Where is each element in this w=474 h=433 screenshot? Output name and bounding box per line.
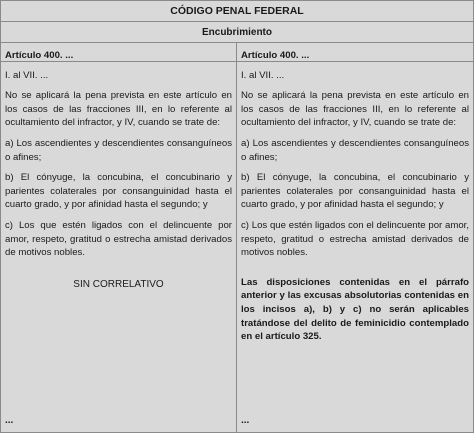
right-ellipsis: ... xyxy=(241,415,250,427)
left-article-heading: Artículo 400. ... xyxy=(5,50,74,61)
left-ellipsis: ... xyxy=(5,415,14,427)
right-heading-divider xyxy=(237,61,473,62)
document-title: CÓDIGO PENAL FEDERAL xyxy=(1,1,473,22)
left-item-b: b) El cónyuge, la concubina, el concubinario y parientes colaterales por consanguinidad hasta el cuarto grado, y por afinidad hasta el segundo; y xyxy=(5,172,232,211)
right-column xyxy=(237,43,473,432)
right-item-a: a) Los ascendientes y descendientes consanguíneos o afines; xyxy=(241,137,469,163)
right-paragraph-1: No se aplicará la pena prevista en este artículo en los casos de las fracciones III, en lo referente al ocultamiento del infractor, y IV, cuando se trate de: xyxy=(241,90,469,129)
section-subtitle: Encubrimiento xyxy=(1,22,473,43)
right-item-c: c) Los que estén ligados con el delincuente por amor, respeto, gratitud o estrecha amistad derivados de motivos nobles. xyxy=(241,219,469,259)
right-article-heading: Artículo 400. ... xyxy=(241,50,310,61)
right-item-b: b) El cónyuge, la concubina, el concubinario y parientes colaterales por consanguinidad hasta el cuarto grado, y por afinidad hasta el segundo; y xyxy=(241,172,469,211)
right-fractions: I. al VII. ... xyxy=(241,69,285,81)
left-heading-divider xyxy=(1,61,236,62)
left-column xyxy=(1,43,237,432)
left-item-c: c) Los que estén ligados con el delincuente por amor, respeto, gratitud o estrecha amistad derivados de motivos nobles. xyxy=(5,219,232,259)
left-fractions: I. al VII. ... xyxy=(5,69,49,81)
right-new-paragraph: Las disposiciones contenidas en el párrafo anterior y las excusas absolutorias contenidas en los incisos a), b) y c) no serán aplicables tratándose del delito de feminicidio contemplado en el artículo 325. xyxy=(241,276,469,343)
no-correlative-label: SIN CORRELATIVO xyxy=(73,278,164,290)
left-item-a: a) Los ascendientes y descendientes consanguíneos o afines; xyxy=(5,137,232,163)
left-paragraph-1: No se aplicará la pena prevista en este artículo en los casos de las fracciones III, en lo referente al ocultamiento del infractor, y IV, cuando se trate de: xyxy=(5,90,232,129)
